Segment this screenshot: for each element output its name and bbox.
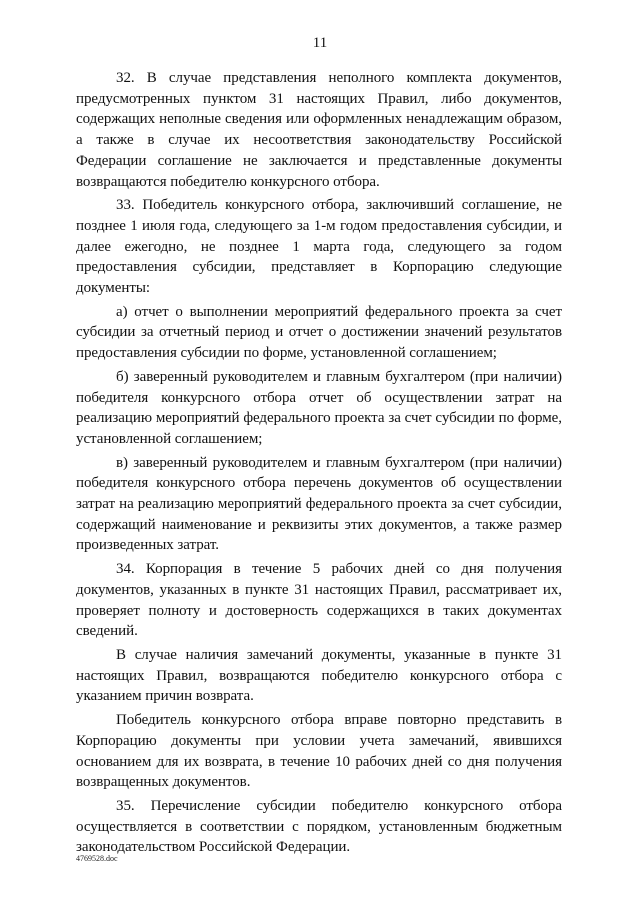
page-number: 11 bbox=[312, 35, 328, 51]
paragraph-33-item-b: б) заверенный руководителем и главным бухгалтером (при наличии) победителя конкурсного отбора отчет об осуществлении затрат на реализацию мероприятий федерального проекта за счет субсидии по форме, установленной соглашением; bbox=[76, 368, 562, 447]
paragraph-35: 35. Перечисление субсидии победителю конкурсного отбора осуществляется в соответствии с порядком, установленным бюджетным законодательством Российской Федерации. bbox=[76, 797, 562, 856]
paragraph-34: 34. Корпорация в течение 5 рабочих дней со дня получения документов, указанных в пункте 31 настоящих Правил, рассматривает их, проверяет полноту и достоверность содержащихся в таких документах сведений. bbox=[76, 561, 562, 640]
document-body bbox=[76, 68, 562, 861]
document-file-code: 4769528.doc bbox=[76, 854, 118, 863]
paragraph-33: 33. Победитель конкурсного отбора, заключивший соглашение, не позднее 1 июля года, следующего за 1-м годом предоставления субсидии, и далее ежегодно, не позднее 1 марта года, следующего за годом предоставления субсидии, представляет в Корпорацию следующие документы: bbox=[76, 197, 562, 297]
paragraph-33-item-v: в) заверенный руководителем и главным бухгалтером (при наличии) победителя конкурсного отбора перечень документов об осуществлении затрат на реализацию мероприятий федерального проекта за счет субсидии, содержащий наименование и реквизиты этих документов, а также размер произведенных затрат. bbox=[76, 454, 562, 554]
paragraph-33-item-a: а) отчет о выполнении мероприятий федерального проекта за счет субсидии за отчетный период и отчет о достижении значений результатов предоставления субсидии по форме, установленной соглашением; bbox=[76, 303, 562, 362]
paragraph-34-remarks: В случае наличия замечаний документы, указанные в пункте 31 настоящих Правил, возвращаются победителю конкурсного отбора с указанием причин возврата. bbox=[76, 646, 562, 705]
paragraph-34-resubmission: Победитель конкурсного отбора вправе повторно представить в Корпорацию документы при условии учета замечаний, явившихся основанием для их возврата, в течение 10 рабочих дней со дня получения возвращенных документов. bbox=[76, 712, 562, 791]
paragraph-32: 32. В случае представления неполного комплекта документов, предусмотренных пунктом 31 настоящих Правил, либо документов, содержащих неполные сведения или оформленных ненадлежащим образом, а также в случае их несоответствия законодательству Российской Федерации соглашение не заключается и представленные документы возвращаются победителю конкурсного отбора. bbox=[76, 70, 562, 190]
